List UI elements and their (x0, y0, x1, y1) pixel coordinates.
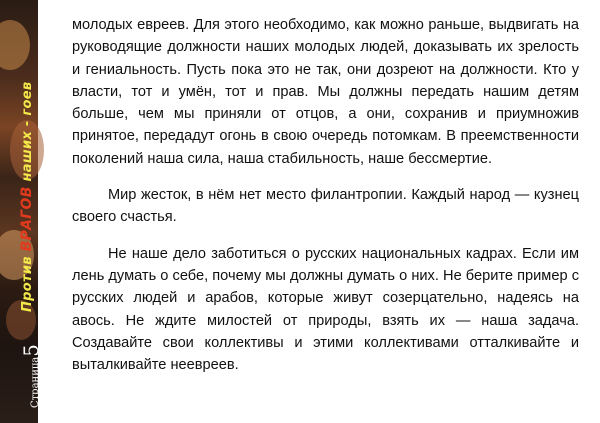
banner-title (19, 82, 36, 312)
banner-separator: - (20, 120, 35, 127)
vertical-banner (0, 0, 38, 335)
paragraph: молодых евреев. Для этого необходимо, как можно раньше, выдвигать на руководящие должности наших молодых людей, доказывать их зрелость и гениальность. Пусть пока это не так, они дозреют на должности. Кто у власти, тот и умён, тот и прав. Мы должны передать нашим детям больше, чем мы приняли от отцов, а они, сохранив и приумножив принятое, передадут огонь в свою очередь потомкам. В преемственности поколений наша сила, наша стабильность, наше бессмертие. (72, 17, 579, 167)
page-number-value: 5 (19, 343, 43, 357)
banner-word-1: Против (20, 256, 35, 312)
page-number-block (0, 340, 43, 423)
page-number-label: Страница (30, 356, 41, 408)
banner-word-3: наших (20, 130, 35, 182)
document-body (72, 14, 579, 376)
paragraph: Не наше дело заботиться о русских национальных кадрах. Если им лень думать о себе, почему мы должны думать о них. Не берите пример с русских людей и арабов, которые живут созерцательно, надеясь на авось. Не ждите милостей от природы, взять их — наша задача. Создавайте свои коллективы и этими коллективами отталкивайте и выталкивайте неевреев. (72, 245, 579, 374)
page-number (19, 344, 43, 408)
banner-word-2: ВРАГОВ (19, 186, 35, 252)
paragraph: Мир жесток, в нём нет место филантропии. Каждый народ — кузнец своего счастья. (72, 187, 579, 226)
side-photo-strip (0, 0, 43, 423)
banner-word-4: гоев (20, 81, 35, 116)
